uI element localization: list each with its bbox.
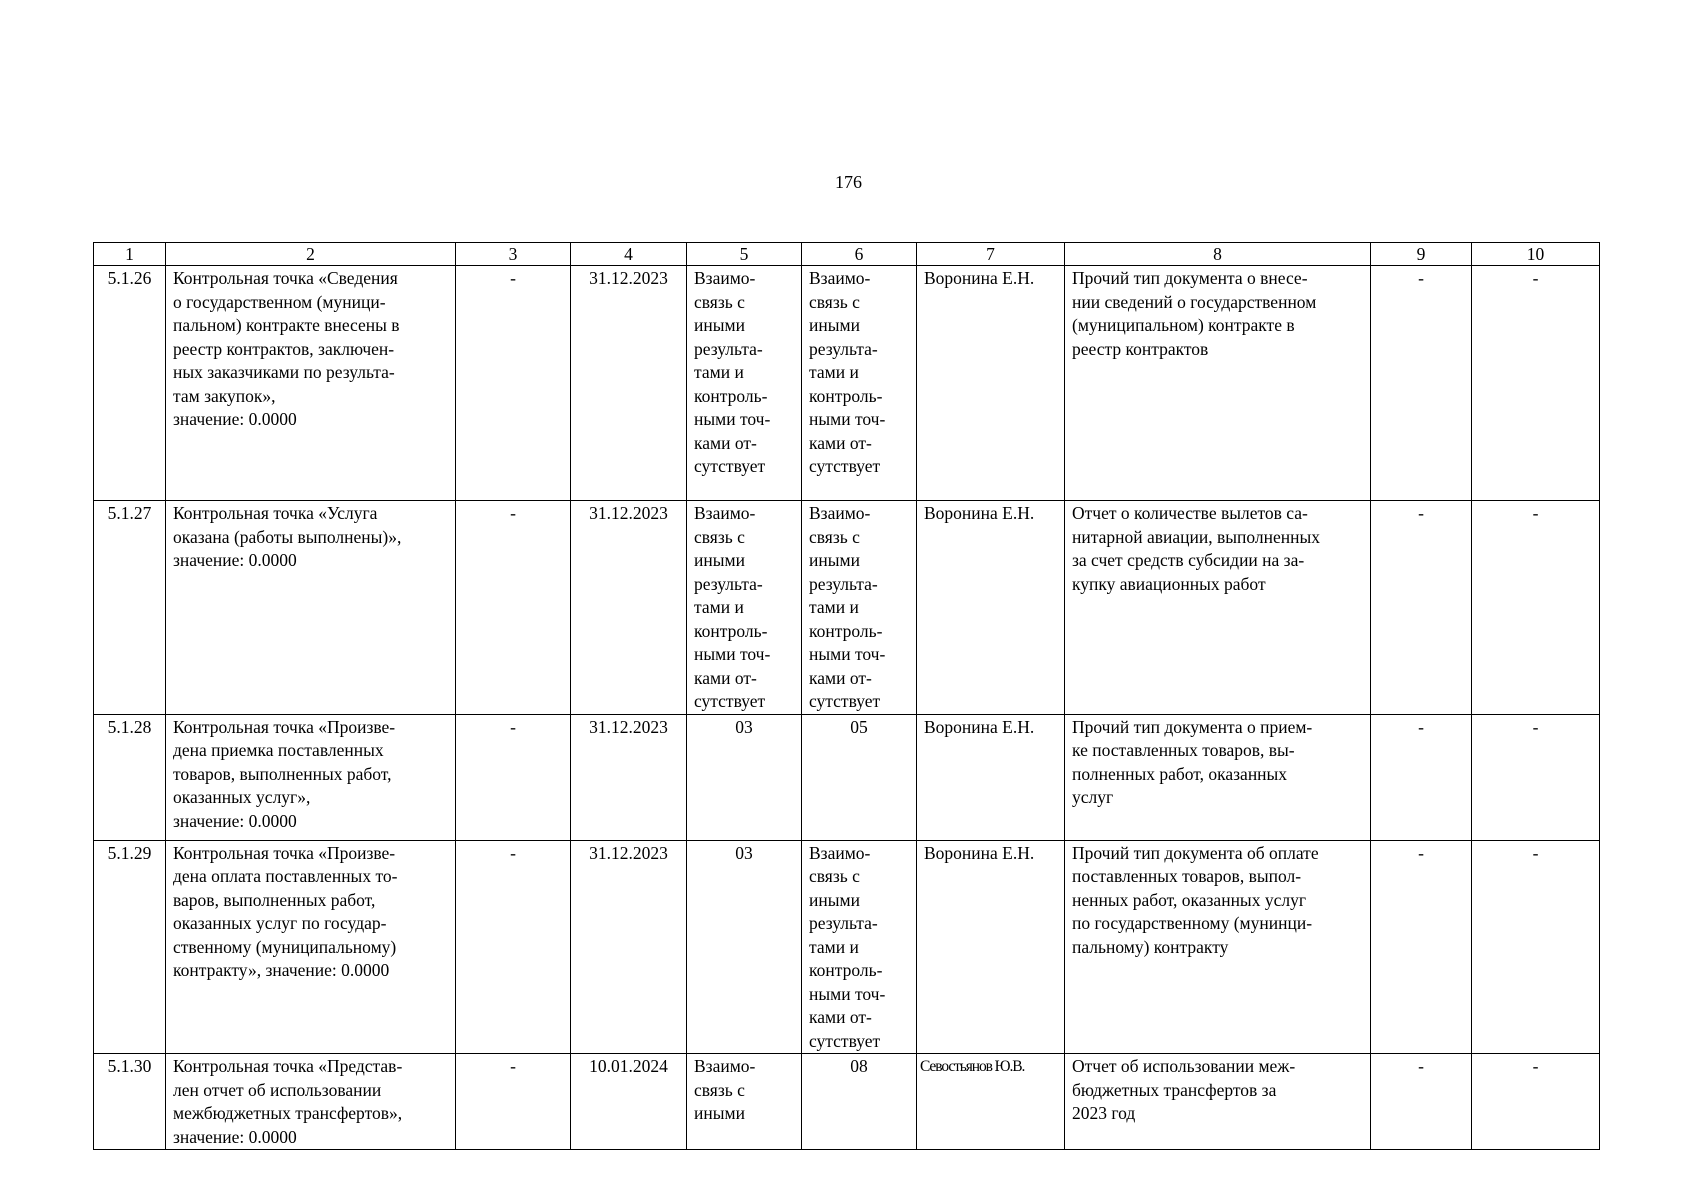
row-number: 5.1.28 — [94, 714, 166, 840]
column-header: 9 — [1371, 243, 1472, 266]
document-type: Прочий тип документа о прием- ке поставленных товаров, вы- полненных работ, оказанных услуг — [1065, 714, 1371, 840]
table-row — [94, 1054, 1600, 1150]
cell-col10: - — [1472, 501, 1600, 715]
cell-col5: 03 — [687, 840, 802, 1054]
cell-col6: Взаимо- связь с иными результа- тами и контроль- ными точ- ками от- сутствует — [802, 266, 917, 501]
control-point-name: Контрольная точка «Произве- дена оплата поставленных то- варов, выполненных работ, оказанных услуг по государ- ственному (муниципальному) контракту», значение: 0.0000 — [166, 840, 456, 1054]
document-type: Прочий тип документа об оплате поставленных товаров, выпол- ненных работ, оказанных услуг по государственному (мунинци- пальному) контракту — [1065, 840, 1371, 1054]
due-date: 31.12.2023 — [571, 266, 687, 501]
cell-col10: - — [1472, 266, 1600, 501]
cell-col3: - — [456, 1054, 571, 1150]
cell-col5: Взаимо- связь с иными результа- тами и контроль- ными точ- ками от- сутствует — [687, 501, 802, 715]
cell-col9: - — [1371, 1054, 1472, 1150]
row-number: 5.1.30 — [94, 1054, 166, 1150]
column-header: 4 — [571, 243, 687, 266]
column-header: 2 — [166, 243, 456, 266]
document-type: Отчет об использовании меж- бюджетных трансфертов за 2023 год — [1065, 1054, 1371, 1150]
cell-col10: - — [1472, 1054, 1600, 1150]
column-header: 1 — [94, 243, 166, 266]
table-row — [94, 714, 1600, 840]
cell-col6: Взаимо- связь с иными результа- тами и контроль- ными точ- ками от- сутствует — [802, 501, 917, 715]
cell-col10: - — [1472, 714, 1600, 840]
table-row — [94, 266, 1600, 501]
due-date: 31.12.2023 — [571, 501, 687, 715]
column-header: 3 — [456, 243, 571, 266]
due-date: 31.12.2023 — [571, 840, 687, 1054]
responsible-person: Воронина Е.Н. — [917, 840, 1065, 1054]
cell-col9: - — [1371, 501, 1472, 715]
cell-col10: - — [1472, 840, 1600, 1054]
cell-col6: 05 — [802, 714, 917, 840]
cell-col9: - — [1371, 714, 1472, 840]
responsible-person: Воронина Е.Н. — [917, 501, 1065, 715]
control-point-name: Контрольная точка «Услуга оказана (работы выполнены)», значение: 0.0000 — [166, 501, 456, 715]
row-number: 5.1.29 — [94, 840, 166, 1054]
control-point-name: Контрольная точка «Сведения о государственном (муници- пальном) контракте внесены в реестр контрактов, заключен- ных заказчиками по результа- там закупок», значение: 0.0000 — [166, 266, 456, 501]
column-header: 6 — [802, 243, 917, 266]
cell-col6: Взаимо- связь с иными результа- тами и контроль- ными точ- ками от- сутствует — [802, 840, 917, 1054]
cell-col3: - — [456, 501, 571, 715]
control-point-name: Контрольная точка «Представ- лен отчет об использовании межбюджетных трансфертов», значение: 0.0000 — [166, 1054, 456, 1150]
column-header: 8 — [1065, 243, 1371, 266]
page-number: 176 — [835, 172, 862, 192]
column-header: 10 — [1472, 243, 1600, 266]
responsible-person: Воронина Е.Н. — [917, 714, 1065, 840]
due-date: 31.12.2023 — [571, 714, 687, 840]
document-type: Прочий тип документа о внесе- нии сведений о государственном (муниципальном) контракте в реестр контрактов — [1065, 266, 1371, 501]
cell-col5: Взаимо- связь с иными результа- тами и контроль- ными точ- ками от- сутствует — [687, 266, 802, 501]
cell-col5: 03 — [687, 714, 802, 840]
document-type: Отчет о количестве вылетов са- нитарной авиации, выполненных за счет средств субсидии на за- купку авиационных работ — [1065, 501, 1371, 715]
header-row — [94, 243, 1600, 266]
control-point-name: Контрольная точка «Произве- дена приемка поставленных товаров, выполненных работ, оказанных услуг», значение: 0.0000 — [166, 714, 456, 840]
column-header: 5 — [687, 243, 802, 266]
control-points-table — [93, 242, 1600, 1150]
responsible-person: Севостьянов Ю.В. — [917, 1054, 1065, 1150]
responsible-person: Воронина Е.Н. — [917, 266, 1065, 501]
row-number: 5.1.27 — [94, 501, 166, 715]
column-header: 7 — [917, 243, 1065, 266]
cell-col3: - — [456, 840, 571, 1054]
cell-col9: - — [1371, 266, 1472, 501]
cell-col3: - — [456, 266, 571, 501]
cell-col3: - — [456, 714, 571, 840]
cell-col6: 08 — [802, 1054, 917, 1150]
cell-col5: Взаимо- связь с иными — [687, 1054, 802, 1150]
row-number: 5.1.26 — [94, 266, 166, 501]
due-date: 10.01.2024 — [571, 1054, 687, 1150]
table-row — [94, 840, 1600, 1054]
table-row — [94, 501, 1600, 715]
cell-col9: - — [1371, 840, 1472, 1054]
